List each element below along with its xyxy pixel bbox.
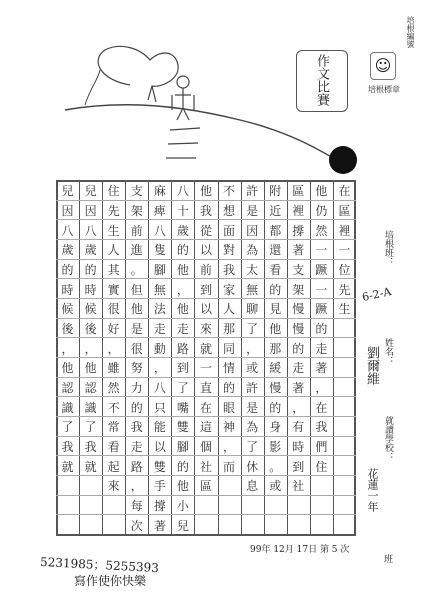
essay-char: 痺 (153, 204, 166, 218)
essay-char: 的 (61, 263, 74, 277)
essay-char: 的 (223, 381, 236, 395)
slogan: 寫作使你快樂 (74, 574, 147, 588)
essay-char: 八 (153, 381, 166, 395)
essay-char: 慢 (269, 381, 282, 395)
essay-char: 區 (292, 184, 305, 199)
essay-char: 的 (130, 400, 143, 415)
essay-char: 他 (130, 302, 143, 317)
essay-char: 在 (315, 400, 328, 415)
essay-char: 兒 (61, 184, 74, 199)
essay-char: 前 (130, 223, 143, 238)
essay-char: 但 (130, 282, 143, 297)
essay-char: 候 (61, 302, 74, 317)
essay-char: 他 (315, 184, 328, 199)
essay-char: 蹶 (315, 302, 328, 317)
essay-char: 八 (176, 184, 189, 199)
grid-row-line (56, 475, 356, 476)
essay-char: ， (130, 479, 143, 494)
essay-char: 看 (269, 263, 282, 277)
essay-char: 我 (130, 420, 143, 435)
essay-char: 不 (223, 184, 236, 199)
essay-char: 前 (199, 263, 212, 277)
essay-char: 時 (84, 282, 97, 297)
grid-column-line (148, 180, 149, 536)
essay-char: 因 (84, 204, 97, 218)
grid-row-line (56, 455, 356, 456)
essay-char: 為 (246, 420, 259, 435)
grid-row-line (56, 200, 356, 201)
essay-char: 他 (84, 361, 97, 376)
essay-char: 身 (269, 420, 282, 435)
essay-char: 太 (246, 263, 259, 277)
essay-char: 麻 (153, 184, 166, 199)
essay-char: 就 (61, 459, 74, 474)
essay-char: 的 (269, 282, 282, 297)
essay-char: 進 (130, 243, 143, 258)
essay-char: ， (246, 341, 259, 356)
essay-char: 神 (223, 420, 236, 435)
essay-char: 一 (338, 243, 351, 258)
essay-char: 支 (292, 263, 305, 277)
essay-char: 能 (153, 420, 166, 435)
essay-char: 息 (246, 479, 259, 494)
essay-char: 無 (246, 282, 259, 297)
essay-char: 歲 (61, 243, 74, 258)
essay-char: 從 (199, 223, 212, 238)
grid-column-line (125, 180, 126, 536)
essay-char: 八 (61, 223, 74, 238)
essay-char: 來 (199, 322, 212, 336)
essay-char: 想 (223, 204, 236, 218)
essay-char: 走 (130, 440, 143, 454)
essay-char: 休 (246, 459, 259, 474)
essay-char: 一 (315, 243, 328, 258)
essay-char: 八 (84, 223, 97, 238)
essay-char: 生 (107, 223, 120, 238)
essay-char: ， (84, 341, 97, 356)
essay-char: 裡 (292, 204, 305, 218)
phone-number: 5231985；5255393 (39, 554, 160, 576)
essay-char: 而 (223, 459, 236, 474)
essay-char: 許 (246, 381, 259, 395)
essay-char: 了 (176, 381, 189, 395)
grid-row-line (56, 396, 356, 397)
grid-column-line (79, 180, 80, 536)
grid-row-line (56, 357, 356, 358)
essay-char: 路 (176, 341, 189, 356)
essay-char: 腳 (153, 263, 166, 277)
essay-char: 附 (269, 184, 282, 199)
essay-char: 一 (199, 361, 212, 376)
essay-char: 嘴 (176, 400, 189, 415)
essay-char: 其 (107, 263, 120, 277)
essay-char: 以 (199, 243, 212, 258)
essay-char: 法 (153, 302, 166, 317)
essay-char: 識 (84, 400, 97, 415)
essay-char: 著 (292, 243, 305, 258)
essay-char: 到 (176, 361, 189, 376)
essay-char: 走 (153, 322, 166, 336)
essay-char: 只 (153, 400, 166, 415)
essay-char: 影 (269, 440, 282, 454)
grid-column-line (102, 180, 103, 536)
essay-char: 了 (246, 322, 259, 336)
essay-char: 認 (61, 381, 74, 395)
grid-row-line (56, 436, 356, 437)
essay-char: 見 (269, 302, 282, 317)
essay-char: 路 (130, 459, 143, 474)
essay-char: 的 (269, 400, 282, 415)
grid-row-line (56, 259, 356, 260)
essay-char: 他 (61, 361, 74, 376)
grid-column-line (56, 180, 57, 536)
essay-char: 還 (269, 243, 282, 258)
essay-char: ， (107, 341, 120, 356)
grid-row-line (56, 495, 356, 496)
essay-char: 對 (223, 243, 236, 258)
essay-char: 緩 (269, 361, 282, 376)
essay-char: 歲 (176, 223, 189, 238)
essay-char: 著 (315, 361, 328, 376)
grid-column-line (264, 180, 265, 536)
grade-label: 培根班： (383, 230, 393, 266)
date-text: 99年 12月 17日 第 5 次 (250, 545, 350, 555)
essay-char: ， (61, 341, 74, 356)
essay-char: 候 (84, 302, 97, 317)
essay-char: 到 (292, 459, 305, 474)
grid-column-line (241, 180, 242, 536)
essay-char: 眼 (223, 400, 236, 415)
grid-row-line (56, 337, 356, 338)
essay-char: 他 (176, 302, 189, 317)
essay-char: 了 (84, 420, 97, 435)
grid-column-line (333, 180, 334, 536)
essay-char: 隻 (153, 243, 166, 258)
essay-char: 以 (153, 440, 166, 454)
essay-char: 直 (199, 381, 212, 395)
essay-char: 區 (338, 204, 351, 218)
essay-char: 動 (153, 341, 166, 356)
grid-row-line (56, 377, 356, 378)
essay-char: 們 (315, 440, 328, 454)
grid-row-line (56, 219, 356, 220)
grid-column-line (218, 180, 219, 536)
essay-char: 就 (84, 459, 97, 474)
essay-char: 他 (176, 263, 189, 277)
essay-char: 有 (292, 420, 305, 435)
grid-column-line (171, 180, 172, 536)
essay-char: 個 (199, 440, 212, 454)
essay-char: 那 (269, 341, 282, 356)
essay-char: 後 (61, 322, 74, 336)
essay-char: 好 (107, 322, 120, 336)
essay-grid (56, 180, 356, 536)
essay-char: 慢 (292, 322, 305, 336)
essay-char: 住 (315, 459, 328, 474)
essay-char: 。 (130, 263, 143, 277)
essay-char: 在 (338, 184, 351, 199)
essay-char: 裡 (338, 223, 351, 238)
essay-char: 十 (176, 204, 189, 218)
essay-char: 家 (223, 282, 236, 297)
essay-char: 每 (130, 499, 143, 513)
essay-char: 時 (292, 440, 305, 454)
code-label: 培根編號 (406, 16, 415, 48)
essay-char: 著 (292, 381, 305, 395)
grid-column-line (287, 180, 288, 536)
essay-char: 這 (199, 420, 212, 435)
essay-char: 次 (130, 518, 143, 533)
essay-char: 努 (130, 361, 143, 376)
essay-char: ， (176, 282, 189, 297)
essay-char: 因 (61, 204, 74, 218)
essay-char: 的 (84, 263, 97, 277)
essay-char: 撐 (153, 499, 166, 513)
essay-char: 力 (130, 381, 143, 395)
essay-char: 手 (153, 479, 166, 494)
essay-char: 以 (199, 302, 212, 317)
essay-char: 仍 (315, 204, 328, 218)
essay-char: 許 (246, 184, 259, 199)
essay-char: 支 (130, 184, 143, 199)
essay-char: 。 (269, 459, 282, 474)
essay-char: 雙 (176, 420, 189, 435)
essay-char: 或 (246, 361, 259, 376)
essay-char: 很 (107, 302, 120, 317)
essay-char: 的 (292, 341, 305, 356)
essay-char: 先 (107, 204, 120, 218)
essay-char: 他 (199, 184, 212, 199)
essay-char: 因 (246, 223, 259, 238)
essay-char: 都 (269, 223, 282, 238)
essay-char: 八 (153, 223, 166, 238)
grid-column-line (194, 180, 195, 536)
essay-char: 他 (269, 322, 282, 336)
essay-char: 他 (176, 479, 189, 494)
essay-char: 的 (176, 243, 189, 258)
essay-char: 起 (107, 459, 120, 474)
essay-char: 就 (199, 341, 212, 356)
essay-char: 走 (315, 341, 328, 356)
essay-char: 我 (315, 420, 328, 435)
name-label: 姓名： (383, 338, 393, 365)
essay-char: 不 (107, 400, 120, 415)
essay-char: 走 (292, 361, 305, 376)
school-label: 就讀學校： (383, 416, 393, 461)
essay-char: 的 (315, 322, 328, 336)
essay-char: 著 (153, 518, 166, 533)
essay-char: 到 (199, 282, 212, 297)
essay-char: 人 (107, 243, 120, 258)
essay-char: 聊 (246, 302, 259, 317)
contest-stamp (296, 50, 348, 112)
essay-char: 面 (223, 223, 236, 238)
essay-char: 來 (107, 479, 120, 494)
essay-char: 區 (199, 479, 212, 494)
essay-char: 或 (269, 479, 282, 494)
essay-char: 實 (107, 282, 120, 297)
essay-char: 我 (61, 440, 74, 454)
essay-char: 我 (84, 440, 97, 454)
essay-char: 很 (130, 341, 143, 356)
essay-char: 無 (153, 282, 166, 297)
essay-char: 先 (338, 282, 351, 297)
essay-char: 雙 (153, 459, 166, 474)
school-value: 花蓮一年 (366, 468, 379, 512)
seal-label: 培根標章 (368, 85, 400, 94)
essay-char: 架 (130, 204, 143, 218)
essay-char: 社 (292, 479, 305, 494)
essay-char: ， (315, 381, 328, 395)
contest-stamp-text: 作文比賽 (314, 54, 329, 106)
seal-icon: ☺ (370, 52, 396, 80)
grid-column-line (310, 180, 311, 536)
essay-char: 是 (130, 322, 143, 336)
essay-char: 蹶 (315, 263, 328, 277)
essay-char: 的 (176, 459, 189, 474)
essay-char: 住 (107, 184, 120, 199)
essay-char: 了 (246, 440, 259, 454)
essay-char: 看 (107, 440, 120, 454)
essay-char: 走 (176, 322, 189, 336)
essay-char: 為 (246, 243, 259, 258)
essay-char: 生 (338, 302, 351, 317)
grid-row-line (56, 278, 356, 279)
essay-char: 雖 (107, 361, 120, 376)
essay-char: 撐 (292, 223, 305, 238)
essay-char: 識 (61, 400, 74, 415)
grid-row-line (56, 239, 356, 240)
essay-char: 架 (292, 282, 305, 297)
essay-char: 兒 (176, 518, 189, 533)
essay-char: 時 (61, 282, 74, 297)
essay-char: 常 (107, 420, 120, 435)
essay-char: 社 (199, 459, 212, 474)
essay-char: 一 (315, 282, 328, 297)
grade-value: 6-2-A (360, 285, 393, 304)
essay-char: 位 (338, 263, 351, 277)
essay-char: 是 (246, 400, 259, 415)
essay-char: 腳 (176, 440, 189, 454)
essay-char: ， (223, 440, 236, 454)
essay-char: 同 (223, 341, 236, 356)
essay-char: 然 (107, 381, 120, 395)
essay-char: ， (153, 361, 166, 376)
name-value: 劉爾維 (364, 346, 379, 385)
essay-char: 兒 (84, 184, 97, 199)
essay-char: 認 (84, 381, 97, 395)
essay-char: 小 (176, 499, 189, 513)
essay-char: 我 (199, 204, 212, 218)
essay-char: 近 (269, 204, 282, 218)
grid-row-line (56, 318, 356, 319)
essay-char: 是 (246, 204, 259, 218)
essay-char: 慢 (292, 302, 305, 317)
essay-char: 在 (199, 400, 212, 415)
essay-char: 那 (223, 322, 236, 336)
essay-char: 了 (61, 420, 74, 435)
essay-char: 情 (223, 361, 236, 376)
grid-row-line (56, 416, 356, 417)
essay-char: 我 (223, 263, 236, 277)
essay-char: 然 (315, 223, 328, 238)
class-suffix: 班 (384, 555, 394, 565)
essay-char: ， (292, 400, 305, 415)
essay-char: 歲 (84, 243, 97, 258)
grid-row-line (56, 514, 356, 515)
grid-row-line (56, 298, 356, 299)
essay-char: 後 (84, 322, 97, 336)
essay-char: 人 (223, 302, 236, 317)
